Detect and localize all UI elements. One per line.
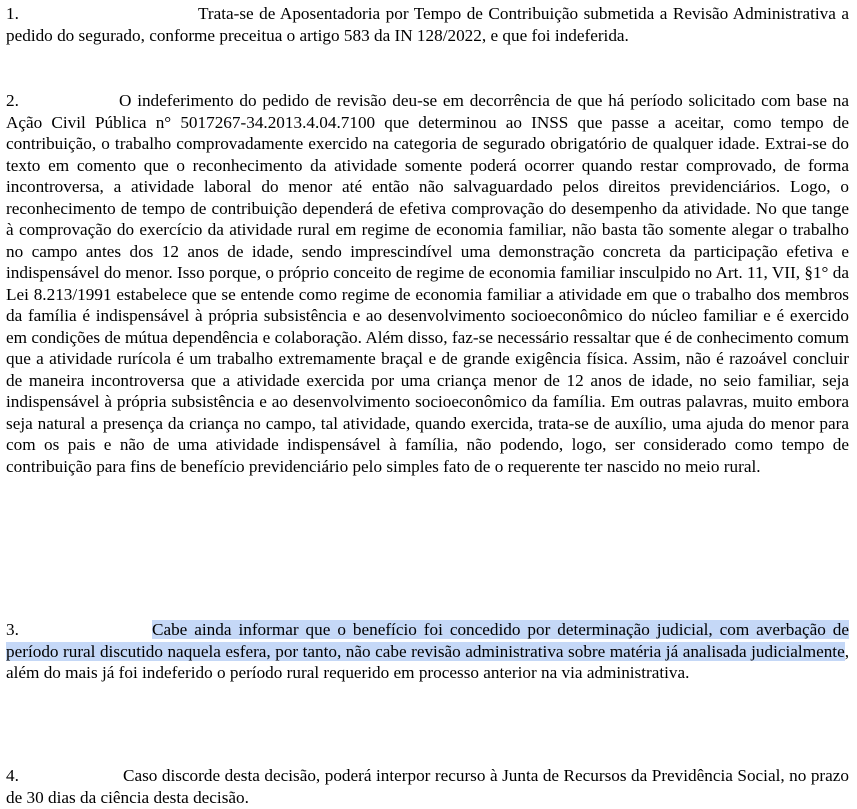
paragraph-text: Caso discorde desta decisão, poderá interpor recurso à Junta de Recursos da Previdência Social, no prazo de 30 dias da ciência desta decisão. xyxy=(6,766,849,807)
paragraph-text: Trata-se de Aposentadoria por Tempo de Contribuição submetida a Revisão Administrativa a pedido do segurado, conforme preceitua o artigo 583 da IN 128/2022, e que foi indeferida. xyxy=(6,4,849,45)
paragraph-number: 2. xyxy=(6,91,19,110)
paragraph-1[interactable] xyxy=(6,3,849,46)
paragraph-4[interactable] xyxy=(6,765,849,808)
paragraph-number: 4. xyxy=(6,766,19,785)
paragraph-3[interactable] xyxy=(6,619,849,684)
paragraph-text: , além do mais já foi indeferido o período rural requerido em processo anterior na via administrativa. xyxy=(6,641,849,682)
paragraph-text: O indeferimento do pedido de revisão deu-se em decorrência de que há período solicitado com base na Ação Civil Pública n° 5017267-34.2013.4.04.7100 que determinou ao INSS que passe a aceitar, como tempo de contribuição, o trabalho comprovadamente exercido na categoria de segurado obrigatório de qualquer idade. Extrai-se do texto em comento que o reconhecimento da atividade somente poderá ocorrer quando restar comprovado, de forma incontroversa, a atividade laboral do menor até então não salvaguardado pelos direitos previdenciários. Logo, o reconhecimento de tempo de contribuição dependerá de efetiva comprovação do desempenho da atividade. No que tange à comprovação do exercício da atividade rural em regime de economia familiar, não basta tão somente alegar o trabalho no campo antes dos 12 anos de idade, sendo imprescindível uma demonstração concreta da participação efetiva e indispensável do menor. Isso porque, o próprio conceito de regime de economia familiar insculpido no Art. 11, VII, §1° da Lei 8.213/1991 estabelece que se entende como regime de economia familiar a atividade em que o trabalho dos membros da família é indispensável à própria subsistência e ao desenvolvimento socioeconômico do núcleo familiar e é exercido em condições de mútua dependência e colaboração. Além disso, faz-se necessário ressaltar que é de conhecimento comum que a atividade rurícola é um trabalho extremamente braçal e de grande exigência física. Assim, não é razoável concluir de maneira incontroversa que a atividade exercida por uma criança menor de 12 anos de idade, no seio familiar, seja indispensável à própria subsistência e ao desenvolvimento socioeconômico da família. Em outras palavras, muito embora seja natural a presença da criança no campo, tal atividade, quando exercida, trata-se de auxílio, uma ajuda do menor para com os pais e não de uma atividade indispensável à família, não podendo, logo, ser considerado como tempo de contribuição para fins de benefício previdenciário pelo simples fato de o requerente ter nascido no meio rural. xyxy=(6,91,849,476)
selected-text-highlight[interactable]: Cabe ainda informar que o benefício foi concedido por determinação judicial, com averbação de período rural discutido naquela esfera, por tanto, não cabe revisão administrativa sobre matéria já analisada judicialmente xyxy=(6,620,849,661)
paragraph-number: 1. xyxy=(6,4,19,23)
paragraph-number: 3. xyxy=(6,620,19,639)
paragraph-2[interactable] xyxy=(6,90,849,477)
